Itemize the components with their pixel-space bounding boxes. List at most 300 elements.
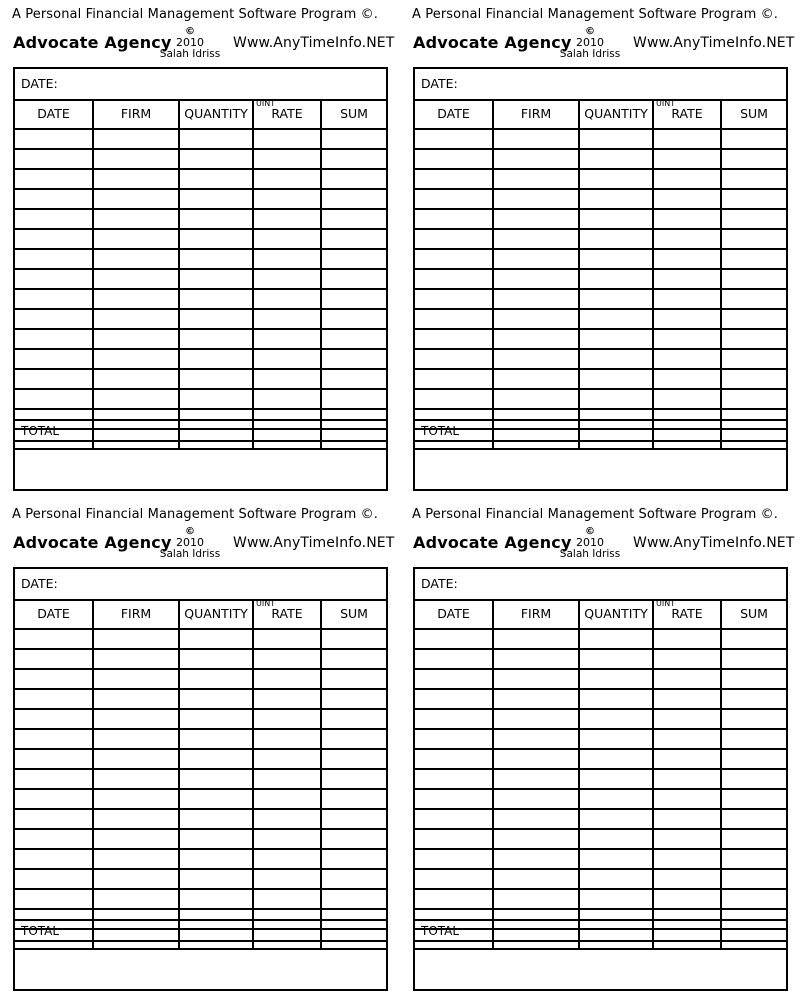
table-cell[interactable] <box>179 389 253 409</box>
table-cell[interactable] <box>15 749 93 769</box>
table-cell[interactable] <box>415 889 493 909</box>
table-cell[interactable] <box>15 369 93 389</box>
table-cell[interactable] <box>15 209 93 229</box>
table-cell[interactable] <box>721 269 786 289</box>
table-cell[interactable] <box>653 209 721 229</box>
website-link[interactable]: Www.AnyTimeInfo.NET <box>233 535 395 551</box>
table-cell[interactable] <box>93 829 179 849</box>
table-cell[interactable] <box>93 229 179 249</box>
table-cell[interactable] <box>93 789 179 809</box>
table-cell[interactable] <box>15 769 93 789</box>
table-cell[interactable] <box>15 829 93 849</box>
table-cell[interactable] <box>653 669 721 689</box>
total-row[interactable] <box>15 919 386 942</box>
website-link[interactable]: Www.AnyTimeInfo.NET <box>633 535 795 551</box>
website-link[interactable]: Www.AnyTimeInfo.NET <box>233 35 395 51</box>
table-cell[interactable] <box>321 689 386 709</box>
table-cell[interactable] <box>253 669 321 689</box>
table-cell[interactable] <box>579 689 653 709</box>
table-cell[interactable] <box>15 669 93 689</box>
table-cell[interactable] <box>15 789 93 809</box>
table-cell[interactable] <box>721 649 786 669</box>
table-cell[interactable] <box>579 329 653 349</box>
table-cell[interactable] <box>253 249 321 269</box>
table-cell[interactable] <box>493 629 579 649</box>
table-cell[interactable] <box>493 269 579 289</box>
table-cell[interactable] <box>415 689 493 709</box>
table-cell[interactable] <box>179 629 253 649</box>
table-cell[interactable] <box>15 889 93 909</box>
author-name: Salah Idriss <box>159 548 221 560</box>
table-cell[interactable] <box>653 789 721 809</box>
table-cell[interactable] <box>321 369 386 389</box>
table-cell[interactable] <box>579 729 653 749</box>
table-cell[interactable] <box>93 369 179 389</box>
table-cell[interactable] <box>579 709 653 729</box>
table-cell[interactable] <box>93 749 179 769</box>
table-cell[interactable] <box>253 229 321 249</box>
table-cell[interactable] <box>93 129 179 149</box>
table-cell[interactable] <box>253 689 321 709</box>
table-cell[interactable] <box>321 789 386 809</box>
table-cell[interactable] <box>321 269 386 289</box>
table-cell[interactable] <box>579 309 653 329</box>
table-cell[interactable] <box>253 389 321 409</box>
table-cell[interactable] <box>653 269 721 289</box>
table-cell[interactable] <box>253 709 321 729</box>
table-cell[interactable] <box>415 229 493 249</box>
table-cell[interactable] <box>179 189 253 209</box>
table-cell[interactable] <box>721 249 786 269</box>
table-cell[interactable] <box>179 309 253 329</box>
table-cell[interactable] <box>179 849 253 869</box>
table-cell[interactable] <box>579 249 653 269</box>
table-cell[interactable] <box>93 289 179 309</box>
table-cell[interactable] <box>321 149 386 169</box>
table-cell[interactable] <box>93 329 179 349</box>
table-cell[interactable] <box>721 829 786 849</box>
table-cell[interactable] <box>415 729 493 749</box>
table-cell[interactable] <box>415 869 493 889</box>
table-cell[interactable] <box>721 209 786 229</box>
table-cell[interactable] <box>653 769 721 789</box>
table-cell[interactable] <box>721 709 786 729</box>
table-cell[interactable] <box>579 289 653 309</box>
table-cell[interactable] <box>579 149 653 169</box>
table-cell[interactable] <box>721 729 786 749</box>
table-cell[interactable] <box>579 669 653 689</box>
table-cell[interactable] <box>15 689 93 709</box>
table-cell[interactable] <box>321 729 386 749</box>
table-cell[interactable] <box>415 709 493 729</box>
table-cell[interactable] <box>653 849 721 869</box>
table-cell[interactable] <box>15 869 93 889</box>
table-cell[interactable] <box>415 769 493 789</box>
table-cell[interactable] <box>321 209 386 229</box>
table-cell[interactable] <box>579 369 653 389</box>
table-cell[interactable] <box>579 269 653 289</box>
table-cell[interactable] <box>415 209 493 229</box>
table-cell[interactable] <box>321 769 386 789</box>
table-cell[interactable] <box>179 889 253 909</box>
table-cell[interactable] <box>253 329 321 349</box>
table-cell[interactable] <box>253 209 321 229</box>
table-cell[interactable] <box>721 869 786 889</box>
table-cell[interactable] <box>653 829 721 849</box>
table-cell[interactable] <box>15 629 93 649</box>
table-cell[interactable] <box>15 149 93 169</box>
table-cell[interactable] <box>415 189 493 209</box>
table-cell[interactable] <box>93 269 179 289</box>
table-cell[interactable] <box>415 669 493 689</box>
table-cell[interactable] <box>321 669 386 689</box>
table-cell[interactable] <box>15 349 93 369</box>
table-cell[interactable] <box>253 149 321 169</box>
table-cell[interactable] <box>493 789 579 809</box>
table-cell[interactable] <box>579 209 653 229</box>
table-cell[interactable] <box>253 369 321 389</box>
table-cell[interactable] <box>653 309 721 329</box>
table-cell[interactable] <box>253 869 321 889</box>
table-cell[interactable] <box>653 229 721 249</box>
table-cell[interactable] <box>493 709 579 729</box>
table-cell[interactable] <box>721 289 786 309</box>
table-cell[interactable] <box>415 629 493 649</box>
table-cell[interactable] <box>415 369 493 389</box>
table-cell[interactable] <box>415 249 493 269</box>
table-cell[interactable] <box>721 309 786 329</box>
table-cell[interactable] <box>415 749 493 769</box>
table-cell[interactable] <box>179 169 253 189</box>
table-cell[interactable] <box>253 629 321 649</box>
table-cell[interactable] <box>415 789 493 809</box>
table-cell[interactable] <box>493 829 579 849</box>
table-cell[interactable] <box>253 769 321 789</box>
table-cell[interactable] <box>179 229 253 249</box>
date-field-row[interactable] <box>415 569 786 601</box>
table-cell[interactable] <box>493 369 579 389</box>
table-cell[interactable] <box>721 369 786 389</box>
table-cell[interactable] <box>415 269 493 289</box>
table-cell[interactable] <box>415 349 493 369</box>
table-cell[interactable] <box>179 249 253 269</box>
table-cell[interactable] <box>721 749 786 769</box>
table-cell[interactable] <box>653 369 721 389</box>
table-cell[interactable] <box>415 129 493 149</box>
table-cell[interactable] <box>93 629 179 649</box>
table-cell[interactable] <box>179 329 253 349</box>
table-cell[interactable] <box>579 769 653 789</box>
table-cell[interactable] <box>721 629 786 649</box>
table-cell[interactable] <box>721 189 786 209</box>
table-cell[interactable] <box>493 209 579 229</box>
table-cell[interactable] <box>493 329 579 349</box>
column-header-label: SUM <box>340 606 368 621</box>
table-cell[interactable] <box>179 369 253 389</box>
table-cell[interactable] <box>415 329 493 349</box>
table-cell[interactable] <box>93 349 179 369</box>
table-cell[interactable] <box>493 229 579 249</box>
table-cell[interactable] <box>321 189 386 209</box>
table-cell[interactable] <box>579 389 653 409</box>
table-cell[interactable] <box>493 149 579 169</box>
table-cell[interactable] <box>93 889 179 909</box>
table-cell[interactable] <box>493 189 579 209</box>
table-cell[interactable] <box>493 749 579 769</box>
table-cell[interactable] <box>493 769 579 789</box>
table-cell[interactable] <box>493 889 579 909</box>
table-cell[interactable] <box>493 729 579 749</box>
table-cell[interactable] <box>721 129 786 149</box>
table-cell[interactable] <box>179 749 253 769</box>
table-cell[interactable] <box>493 849 579 869</box>
table-cell[interactable] <box>321 849 386 869</box>
table-cell[interactable] <box>179 829 253 849</box>
table-cell[interactable] <box>493 349 579 369</box>
table-row <box>15 649 386 669</box>
table-cell[interactable] <box>415 389 493 409</box>
table-cell[interactable] <box>653 629 721 649</box>
table-cell[interactable] <box>579 829 653 849</box>
table-cell[interactable] <box>179 789 253 809</box>
table-cell[interactable] <box>721 769 786 789</box>
table-cell[interactable] <box>93 669 179 689</box>
table-cell[interactable] <box>653 149 721 169</box>
table-cell[interactable] <box>15 729 93 749</box>
table-cell[interactable] <box>493 809 579 829</box>
table-cell[interactable] <box>93 689 179 709</box>
table-cell[interactable] <box>721 789 786 809</box>
table-cell[interactable] <box>493 669 579 689</box>
table-cell[interactable] <box>721 689 786 709</box>
table-cell[interactable] <box>493 169 579 189</box>
table-cell[interactable] <box>321 649 386 669</box>
table-cell[interactable] <box>579 849 653 869</box>
table-cell[interactable] <box>721 669 786 689</box>
column-header-superscript: UINT <box>256 599 276 608</box>
table-cell[interactable] <box>653 349 721 369</box>
table-cell[interactable] <box>415 849 493 869</box>
table-cell[interactable] <box>93 309 179 329</box>
table-cell[interactable] <box>415 289 493 309</box>
table-cell[interactable] <box>493 309 579 329</box>
ledger-sheet <box>400 0 795 500</box>
table-cell[interactable] <box>253 269 321 289</box>
table-cell[interactable] <box>253 749 321 769</box>
table-cell[interactable] <box>93 209 179 229</box>
table-cell[interactable] <box>321 829 386 849</box>
table-cell[interactable] <box>253 649 321 669</box>
table-cell[interactable] <box>493 689 579 709</box>
table-cell[interactable] <box>721 229 786 249</box>
table-cell[interactable] <box>579 649 653 669</box>
table-cell[interactable] <box>579 869 653 889</box>
table-cell[interactable] <box>653 689 721 709</box>
table-cell[interactable] <box>579 749 653 769</box>
table-cell[interactable] <box>93 169 179 189</box>
table-cell[interactable] <box>653 729 721 749</box>
table-cell[interactable] <box>493 869 579 889</box>
table-cell[interactable] <box>93 389 179 409</box>
table-cell[interactable] <box>579 809 653 829</box>
table-cell[interactable] <box>179 209 253 229</box>
table-cell[interactable] <box>579 229 653 249</box>
table-cell[interactable] <box>415 309 493 329</box>
table-cell[interactable] <box>415 649 493 669</box>
table-cell[interactable] <box>253 289 321 309</box>
table-cell[interactable] <box>15 709 93 729</box>
total-row[interactable] <box>415 919 786 942</box>
table-cell[interactable] <box>653 329 721 349</box>
table-cell[interactable] <box>15 649 93 669</box>
table-cell[interactable] <box>321 749 386 769</box>
table-cell[interactable] <box>253 829 321 849</box>
table-cell[interactable] <box>653 749 721 769</box>
table-cell[interactable] <box>253 169 321 189</box>
website-link[interactable]: Www.AnyTimeInfo.NET <box>633 35 795 51</box>
table-row <box>415 309 786 329</box>
table-cell[interactable] <box>15 309 93 329</box>
table-cell[interactable] <box>721 889 786 909</box>
date-field-row[interactable] <box>15 569 386 601</box>
table-cell[interactable] <box>579 629 653 649</box>
table-cell[interactable] <box>653 249 721 269</box>
table-cell[interactable] <box>321 869 386 889</box>
table-cell[interactable] <box>93 709 179 729</box>
table-cell[interactable] <box>93 729 179 749</box>
table-cell[interactable] <box>179 869 253 889</box>
table-cell[interactable] <box>93 769 179 789</box>
table-cell[interactable] <box>653 389 721 409</box>
table-cell[interactable] <box>93 849 179 869</box>
table-cell[interactable] <box>415 149 493 169</box>
table-cell[interactable] <box>15 269 93 289</box>
table-cell[interactable] <box>253 189 321 209</box>
table-cell[interactable] <box>653 889 721 909</box>
column-header-label: SUM <box>740 606 768 621</box>
table-cell[interactable] <box>321 889 386 909</box>
table-cell[interactable] <box>93 149 179 169</box>
total-row[interactable] <box>415 419 786 442</box>
table-cell[interactable] <box>721 809 786 829</box>
table-cell[interactable] <box>15 849 93 869</box>
table-cell[interactable] <box>15 169 93 189</box>
table-cell[interactable] <box>321 309 386 329</box>
table-cell[interactable] <box>93 809 179 829</box>
table-cell[interactable] <box>253 129 321 149</box>
table-cell[interactable] <box>15 229 93 249</box>
table-cell[interactable] <box>579 889 653 909</box>
table-cell[interactable] <box>721 389 786 409</box>
table-cell[interactable] <box>415 829 493 849</box>
table-cell[interactable] <box>93 189 179 209</box>
table-cell[interactable] <box>179 649 253 669</box>
table-cell[interactable] <box>721 329 786 349</box>
table-cell[interactable] <box>321 389 386 409</box>
table-cell[interactable] <box>721 169 786 189</box>
table-cell[interactable] <box>15 389 93 409</box>
date-field-row[interactable] <box>415 69 786 101</box>
table-cell[interactable] <box>415 169 493 189</box>
table-cell[interactable] <box>653 809 721 829</box>
table-cell[interactable] <box>253 809 321 829</box>
table-cell[interactable] <box>493 249 579 269</box>
table-cell[interactable] <box>493 389 579 409</box>
table-cell[interactable] <box>721 849 786 869</box>
table-cell[interactable] <box>321 709 386 729</box>
table-cell[interactable] <box>15 189 93 209</box>
table-row <box>415 369 786 389</box>
table-cell[interactable] <box>179 269 253 289</box>
table-cell[interactable] <box>321 629 386 649</box>
table-cell[interactable] <box>15 249 93 269</box>
table-cell[interactable] <box>179 669 253 689</box>
table-cell[interactable] <box>653 869 721 889</box>
table-cell[interactable] <box>321 249 386 269</box>
table-cell[interactable] <box>653 649 721 669</box>
table-cell[interactable] <box>721 149 786 169</box>
table-cell[interactable] <box>93 249 179 269</box>
table-cell[interactable] <box>321 229 386 249</box>
table-cell[interactable] <box>653 129 721 149</box>
table-cell[interactable] <box>179 349 253 369</box>
table-cell[interactable] <box>579 789 653 809</box>
table-cell[interactable] <box>15 329 93 349</box>
table-cell[interactable] <box>579 349 653 369</box>
table-cell[interactable] <box>15 129 93 149</box>
table-cell[interactable] <box>15 289 93 309</box>
table-cell[interactable] <box>493 649 579 669</box>
table-cell[interactable] <box>179 689 253 709</box>
table-cell[interactable] <box>721 349 786 369</box>
table-cell[interactable] <box>653 289 721 309</box>
table-cell[interactable] <box>253 729 321 749</box>
table-cell[interactable] <box>179 809 253 829</box>
table-cell[interactable] <box>653 169 721 189</box>
table-cell[interactable] <box>321 129 386 149</box>
table-cell[interactable] <box>579 169 653 189</box>
date-field-row[interactable] <box>15 69 386 101</box>
table-cell[interactable] <box>253 849 321 869</box>
table-cell[interactable] <box>179 289 253 309</box>
table-cell[interactable] <box>653 709 721 729</box>
table-cell[interactable] <box>93 649 179 669</box>
table-cell[interactable] <box>493 289 579 309</box>
table-cell[interactable] <box>579 189 653 209</box>
table-cell[interactable] <box>321 329 386 349</box>
total-row[interactable] <box>15 419 386 442</box>
table-cell[interactable] <box>253 309 321 329</box>
table-cell[interactable] <box>93 869 179 889</box>
table-cell[interactable] <box>321 809 386 829</box>
table-cell[interactable] <box>321 289 386 309</box>
table-cell[interactable] <box>653 189 721 209</box>
table-cell[interactable] <box>179 769 253 789</box>
table-cell[interactable] <box>579 129 653 149</box>
table-cell[interactable] <box>321 349 386 369</box>
table-cell[interactable] <box>179 149 253 169</box>
table-cell[interactable] <box>179 709 253 729</box>
table-cell[interactable] <box>321 169 386 189</box>
table-cell[interactable] <box>179 729 253 749</box>
table-cell[interactable] <box>15 809 93 829</box>
table-cell[interactable] <box>253 789 321 809</box>
table-cell[interactable] <box>493 129 579 149</box>
table-cell[interactable] <box>253 349 321 369</box>
table-cell[interactable] <box>253 889 321 909</box>
table-cell[interactable] <box>415 809 493 829</box>
table-cell[interactable] <box>179 129 253 149</box>
